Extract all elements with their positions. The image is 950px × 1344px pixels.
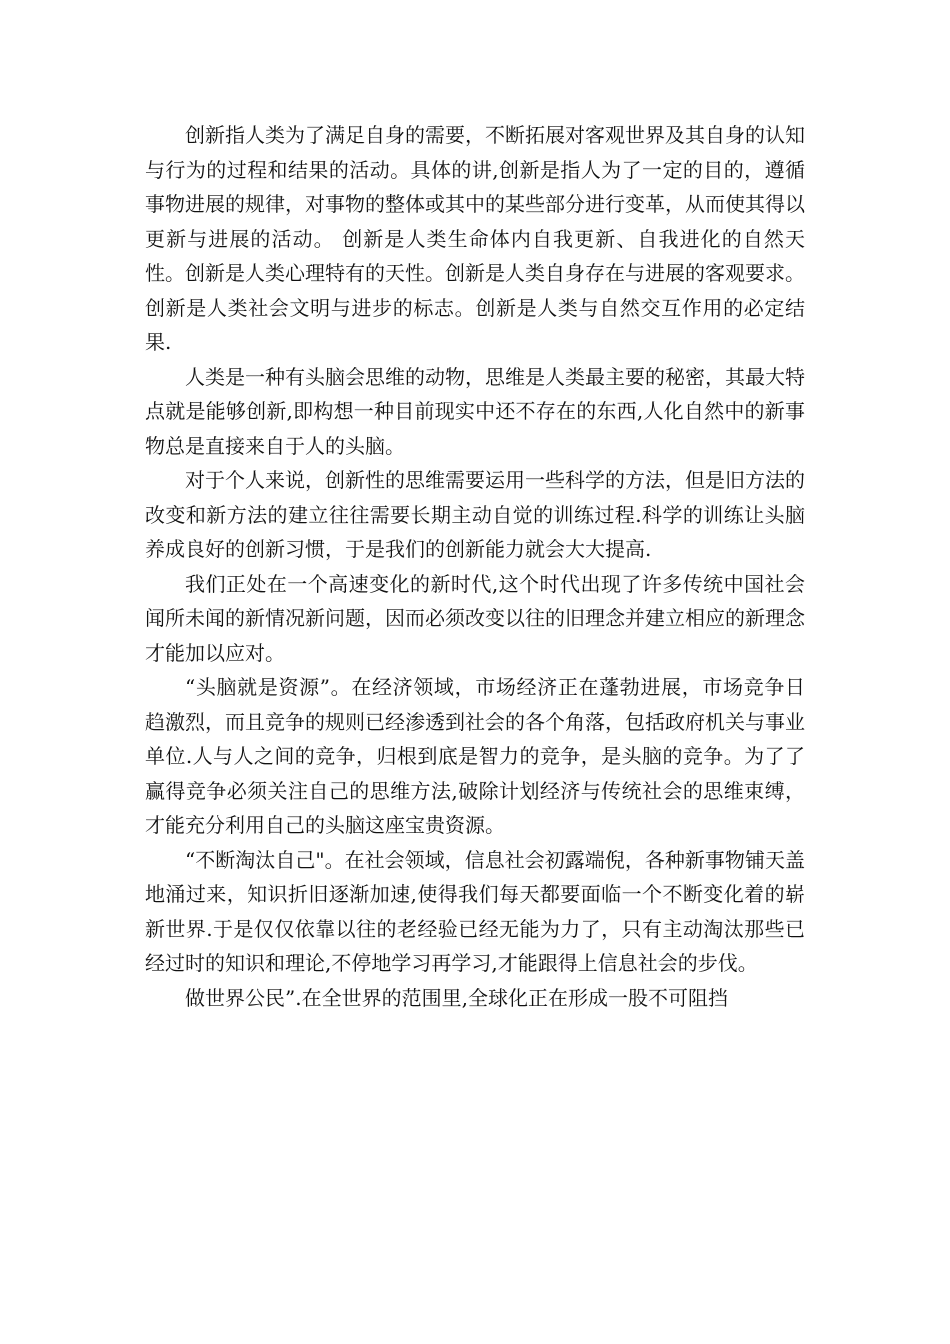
paragraph-world-citizen: 做世界公民”.在全世界的范围里,全球化正在形成一股不可阻挡 [185,985,728,1010]
paragraph-eliminate-self: “不断淘汰自己"。在社会领域，信息社会初露端倪，各种新事物铺天盖地涌过来，知识折旧逐渐加速,使得我们每天都要面临一个不断变化着的崭新世界.于是仅仅依靠以往的老经验已经无能为力了，只有主动淘汰那些已经过时的知识和理论,不停地学习再学习,才能跟得上信息社会的步伐。 [145,847,805,975]
paragraph-creativity-definition: 创新指人类为了满足自身的需要，不断拓展对客观世界及其自身的认知与行为的过程和结果的活动。具体的讲,创新是指人为了一定的目的，遵循事物进展的规律，对事物的整体或其中的某些部分进行变革，从而使其得以更新与进展的活动。 创新是人类生命体内自我更新、自我进化的自然天性。创新是人类心理特有的天性。创新是人类自身存在与进展的客观要求。创新是人类社会文明与进步的标志。创新是人类与自然交互作用的必定结果. [145,123,805,354]
document-page [145,118,805,1015]
paragraph-individual-training: 对于个人来说，创新性的思维需要运用一些科学的方法，但是旧方法的改变和新方法的建立往往需要长期主动自觉的训练过程.科学的训练让头脑养成良好的创新习惯，于是我们的创新能力就会大大提高. [145,468,805,561]
paragraph-human-thinking: 人类是一种有头脑会思维的动物，思维是人类最主要的秘密，其最大特点就是能够创新,即构想一种目前现实中还不存在的东西,人化自然中的新事物总是直接来自于人的头脑。 [145,364,805,458]
paragraph-new-era: 我们正处在一个高速变化的新时代,这个时代出现了许多传统中国社会闻所未闻的新情况新问题，因而必须改变以往的旧理念并建立相应的新理念才能加以应对。 [145,571,805,665]
paragraph-brain-is-resource: “头脑就是资源”。在经济领域，市场经济正在蓬勃进展，市场竞争日趋激烈，而且竞争的规则已经渗透到社会的各个角落，包括政府机关与事业单位.人与人之间的竞争，归根到底是智力的竞争，是头脑的竞争。为了了赢得竞争必须关注自己的思维方法,破除计划经济与传统社会的思维束缚，才能充分利用自己的头脑这座宝贵资源。 [145,675,805,837]
